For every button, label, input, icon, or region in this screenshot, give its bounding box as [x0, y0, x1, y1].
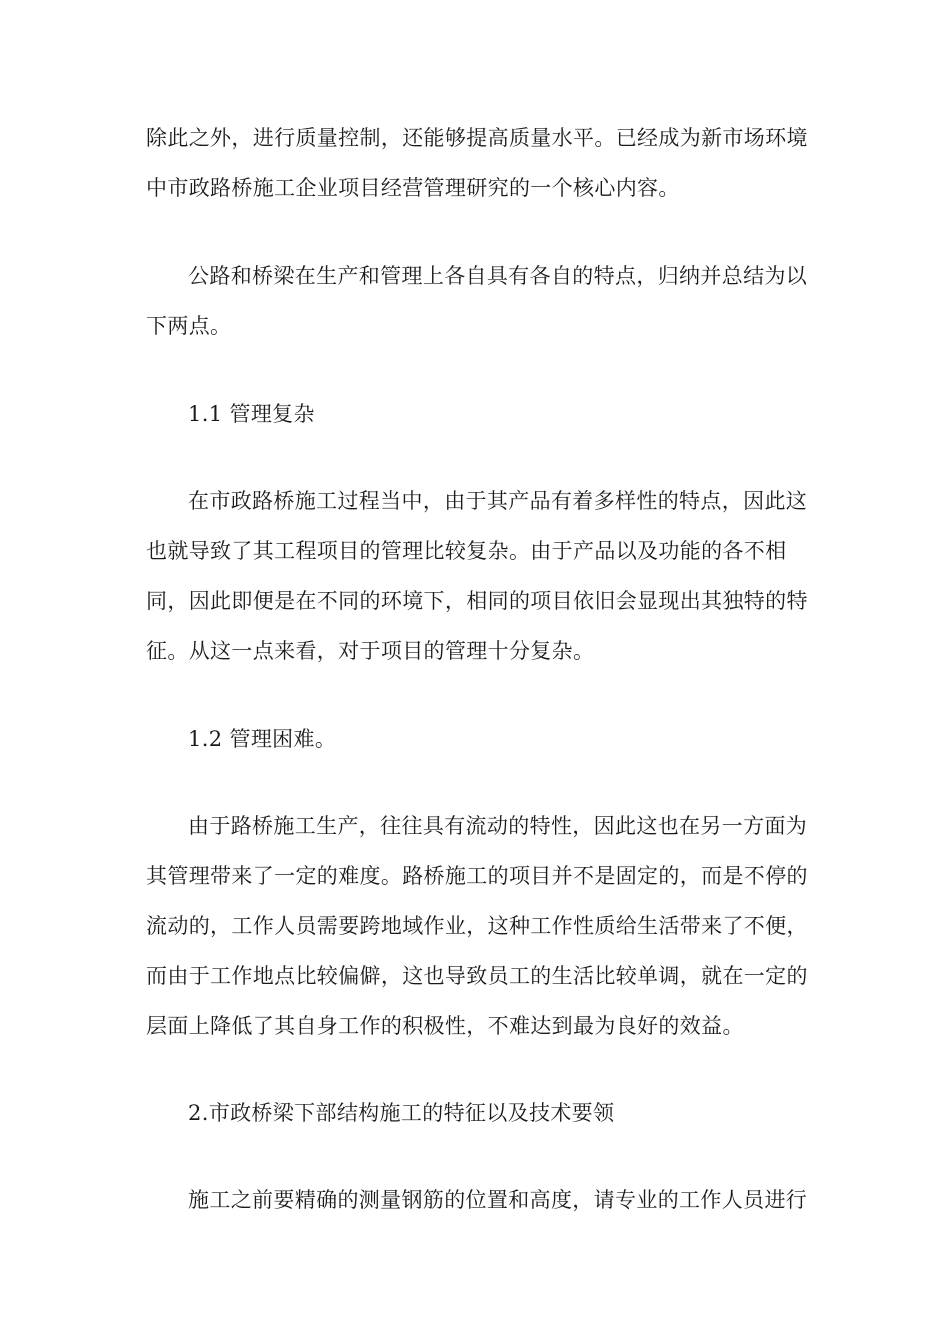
- paragraph-line: 流动的，工作人员需要跨地域作业，这种工作性质给生活带来了不便，: [146, 914, 808, 938]
- section-heading: 1.1 管理复杂: [188, 402, 315, 426]
- paragraph-line: 征。从这一点来看，对于项目的管理十分复杂。: [146, 639, 595, 663]
- paragraph-line: 下两点。: [146, 314, 232, 338]
- paragraph-line: 由于路桥施工生产，往往具有流动的特性，因此这也在另一方面为: [188, 814, 808, 838]
- paragraph-line: 而由于工作地点比较偏僻，这也导致员工的生活比较单调，就在一定的: [146, 964, 808, 988]
- paragraph-line: 施工之前要精确的测量钢筋的位置和高度，请专业的工作人员进行: [188, 1188, 808, 1212]
- paragraph-line: 同，因此即便是在不同的环境下，相同的项目依旧会显现出其独特的特: [146, 589, 808, 613]
- paragraph-line: 层面上降低了其自身工作的积极性，不难达到最为良好的效益。: [146, 1014, 744, 1038]
- paragraph-line: 其管理带来了一定的难度。路桥施工的项目并不是固定的，而是不停的: [146, 864, 808, 888]
- paragraph-line: 公路和桥梁在生产和管理上各自具有各自的特点，归纳并总结为以: [188, 264, 808, 288]
- section-heading: 2.市政桥梁下部结构施工的特征以及技术要领: [188, 1101, 615, 1125]
- section-heading: 1.2 管理困难。: [188, 727, 337, 751]
- paragraph-line: 也就导致了其工程项目的管理比较复杂。由于产品以及功能的各不相: [146, 539, 787, 563]
- paragraph-line: 中市政路桥施工企业项目经营管理研究的一个核心内容。: [146, 176, 680, 200]
- paragraph-line: 除此之外，进行质量控制，还能够提高质量水平。已经成为新市场环境: [146, 126, 808, 150]
- paragraph-line: 在市政路桥施工过程当中，由于其产品有着多样性的特点，因此这: [188, 489, 808, 513]
